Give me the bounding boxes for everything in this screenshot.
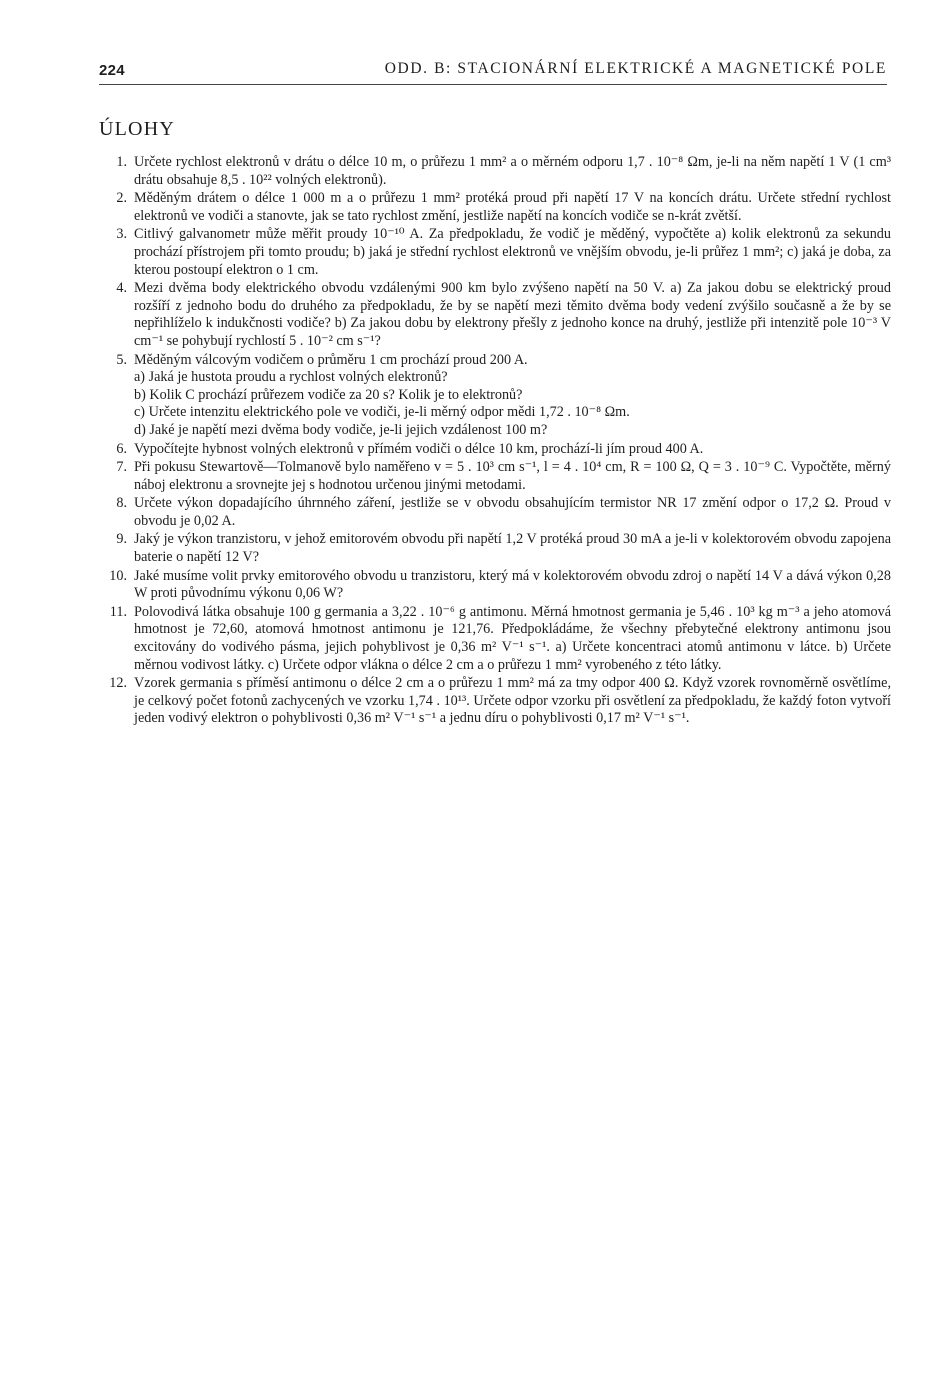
problem-text: Určete výkon dopadajícího úhrnného záření, jestliže se v obvodu obsahujícím termistor NR 17 změní odpor o 17,2 Ω. Proud v obvodu je 0,02 A. xyxy=(134,495,891,529)
problem-number: 9. xyxy=(116,531,127,548)
problem-number: 3. xyxy=(116,226,127,243)
problem-number: 12. xyxy=(109,675,127,692)
problem-text: Jaký je výkon tranzistoru, v jehož emitorovém obvodu při napětí 1,2 V protéká proud 30 mA a je-li v kolektorovém obvodu zapojena baterie o napětí 12 V? xyxy=(134,531,891,566)
page-header xyxy=(99,58,887,85)
problem-5 xyxy=(99,352,891,440)
problem-11 xyxy=(99,604,891,674)
problem-text: Měděným drátem o délce 1 000 m a o průřezu 1 mm² protéká proud při napětí 17 V na koncích drátu. Určete střední rychlost elektronů ve vodiči a stanovte, jak se tato rychlost změní, jestliže napětí na koncích vodiče se n-krát zvětší. xyxy=(134,190,891,224)
problem-text: Při pokusu Stewartově—Tolmanově bylo naměřeno v = 5 . 10³ cm s⁻¹, l = 4 . 10⁴ cm, R = 100 Ω, Q = 3 . 10⁻⁹ C. Vypočtěte, měrný náboj elektronu a srovnejte jej s hodnotou určenou jinými metodami. xyxy=(134,459,891,493)
problem-text: Určete rychlost elektronů v drátu o délce 10 m, o průřezu 1 mm² a o měrném odporu 1,7 . 10⁻⁸ Ωm, je-li na něm napětí 1 V (1 cm³ drátu obsahuje 8,5 . 10²² volných elektronů). xyxy=(134,154,891,188)
problem-number: 7. xyxy=(116,459,127,476)
problem-number: 8. xyxy=(116,495,127,512)
problem-list xyxy=(99,154,891,729)
problem-12 xyxy=(99,675,891,728)
problem-5-part-c: c) Určete intenzitu elektrického pole ve vodiči, je-li měrný odpor mědi 1,72 . 10⁻⁸ Ωm. xyxy=(134,404,630,421)
problem-number: 1. xyxy=(116,154,127,170)
problem-2 xyxy=(99,190,891,225)
problem-text: Vypočítejte hybnost volných elektronů v přímém vodiči o délce 10 km, prochází-li jím proud 400 A. xyxy=(134,440,704,457)
problem-number: 10. xyxy=(109,567,127,584)
problem-text: Mezi dvěma body elektrického obvodu vzdálenými 900 km bylo zvýšeno napětí na 50 V. a) Za jakou dobu se elektrický proud rozšíří z jednoho bodu do druhého za předpokladu, že by se napětí mezi těmito dvěma body vedení zvýšilo současně a že by se nepřihlíželo k indukčnosti vodiče? b) Za jakou dobu by elektrony přešly z jednoho konce na druhý, jestliže při intenzitě pole 10⁻³ V cm⁻¹ se pohybují rychlostí 5 . 10⁻² cm s⁻¹? xyxy=(134,280,891,349)
problem-9 xyxy=(99,531,891,566)
section-title: ÚLOHY xyxy=(99,118,175,140)
problem-3 xyxy=(99,226,891,279)
problem-4 xyxy=(99,280,891,350)
problem-text: Měděným válcovým vodičem o průměru 1 cm prochází proud 200 A. xyxy=(134,351,528,368)
running-head: ODD. B: STACIONÁRNÍ ELEKTRICKÉ A MAGNETICKÉ POLE xyxy=(384,60,887,77)
problem-5-part-b: b) Kolik C prochází průřezem vodiče za 20 s? Kolik je to elektronů? xyxy=(134,386,523,403)
problem-6 xyxy=(99,441,891,459)
problem-text: Citlivý galvanometr může měřit proudy 10⁻¹⁰ A. Za předpokladu, že vodič je měděný, vypočtěte a) kolik elektronů za sekundu prochází přístrojem při tomto proudu; b) jaká je střední rychlost elektronů ve vnějším obvodu, je-li průřez 1 mm²; c) jaká je doba, za kterou postoupí elektron o 1 cm. xyxy=(134,226,891,278)
problem-text: Vzorek germania s příměsí antimonu o délce 2 cm a o průřezu 1 mm² má za tmy odpor 400 Ω. Když vzorek rovnoměrně osvětlíme, je celkový počet fotonů zachycených ve vzorku 1,74 . 10¹³. Určete odpor vzorku při osvětlení za předpokladu, že každý foton vytvoří jeden vodivý elektron o pohyblivosti 0,36 m² V⁻¹ s⁻¹ a jednu díru o pohyblivosti 0,17 m² V⁻¹ s⁻¹. xyxy=(134,675,891,727)
problem-5-part-d: d) Jaké je napětí mezi dvěma body vodiče, je-li jejich vzdálenost 100 m? xyxy=(134,421,548,438)
problem-number: 2. xyxy=(116,190,127,207)
problem-10 xyxy=(99,568,891,603)
problem-number: 4. xyxy=(116,280,127,297)
problem-5-part-a: a) Jaká je hustota proudu a rychlost volných elektronů? xyxy=(134,369,448,386)
problem-1 xyxy=(99,154,891,189)
problem-text: Polovodivá látka obsahuje 100 g germania a 3,22 . 10⁻⁶ g antimonu. Měrná hmotnost germania je 5,46 . 10³ kg m⁻³ a jeho atomová hmotnost je 72,60, atomová hmotnost antimonu je 121,76. Předpokládáme, že všechny přebytečné elektrony antimonu jsou excitovány do vodivého pásma, jejich pohyblivost je 0,36 m² V⁻¹ s⁻¹. a) Určete koncentraci atomů antimonu v látce. b) Určete měrnou vodivost látky. c) Určete odpor vlákna o délce 2 cm a o průřezu 1 mm² vyrobeného z této látky. xyxy=(134,603,891,673)
problem-number: 11. xyxy=(109,603,127,620)
problem-text: Jaké musíme volit prvky emitorového obvodu u tranzistoru, který má v kolektorovém obvodu zdroj o napětí 14 V a dává výkon 0,28 W proti původnímu výkonu 0,06 W? xyxy=(134,567,891,602)
problem-7 xyxy=(99,459,891,494)
problem-number: 6. xyxy=(116,440,127,457)
page-number: 224 xyxy=(99,62,125,79)
problem-8 xyxy=(99,495,891,530)
problem-number: 5. xyxy=(116,351,127,368)
